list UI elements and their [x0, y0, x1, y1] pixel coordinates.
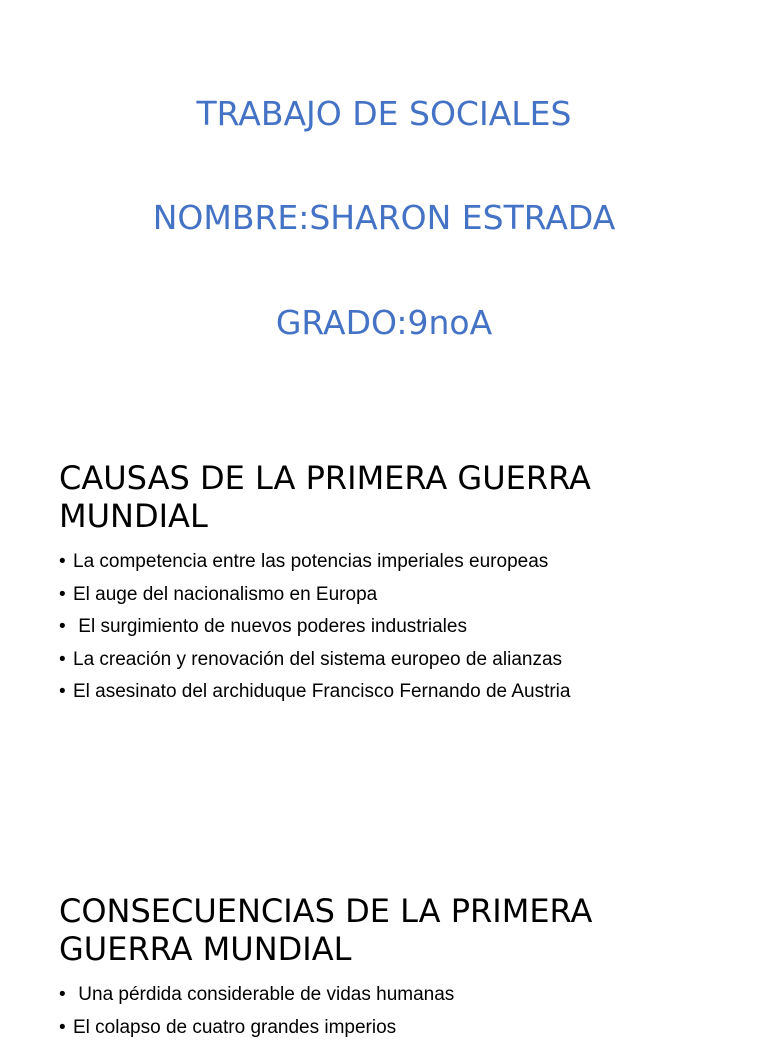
- consequences-list: [59, 979, 739, 1044]
- list-item-text: La creación y renovación del sistema europeo de alianzas: [73, 649, 562, 670]
- list-item-text: El asesinato del archiduque Francisco Fernando de Austria: [73, 681, 570, 702]
- list-item: [59, 546, 739, 579]
- list-item: [59, 579, 739, 612]
- consequences-section: [59, 892, 739, 1044]
- list-item-text: La competencia entre las potencias imperiales europeas: [73, 551, 548, 572]
- student-name: NOMBRE:SHARON ESTRADA: [0, 198, 768, 238]
- title-slide: [0, 0, 768, 400]
- list-item: [59, 676, 739, 709]
- list-item-text: El surgimiento de nuevos poderes industriales: [73, 616, 467, 637]
- causes-heading: [59, 459, 739, 535]
- causes-heading-line2: MUNDIAL: [59, 497, 208, 535]
- bullet-icon: •: [59, 979, 73, 1012]
- consequences-heading: [59, 892, 739, 968]
- bullet-icon: •: [59, 579, 73, 612]
- consequences-heading-line2: GUERRA MUNDIAL: [59, 930, 351, 968]
- bullet-icon: •: [59, 1012, 73, 1044]
- list-item: [59, 611, 739, 644]
- list-item: [59, 644, 739, 677]
- causes-heading-line1: CAUSAS DE LA PRIMERA GUERRA: [59, 459, 591, 497]
- bullet-icon: •: [59, 546, 73, 579]
- list-item: [59, 1012, 739, 1044]
- bullet-icon: •: [59, 611, 73, 644]
- consequences-heading-line1: CONSECUENCIAS DE LA PRIMERA: [59, 892, 592, 930]
- list-item: [59, 979, 739, 1012]
- list-item-text: Una pérdida considerable de vidas humanas: [73, 984, 454, 1005]
- bullet-icon: •: [59, 676, 73, 709]
- list-item-text: El colapso de cuatro grandes imperios: [73, 1017, 396, 1038]
- document-title: TRABAJO DE SOCIALES: [0, 94, 768, 134]
- causes-list: [59, 546, 739, 709]
- list-item-text: El auge del nacionalismo en Europa: [73, 584, 377, 605]
- causes-section: [59, 459, 739, 709]
- bullet-icon: •: [59, 644, 73, 677]
- student-grade: GRADO:9noA: [0, 303, 768, 343]
